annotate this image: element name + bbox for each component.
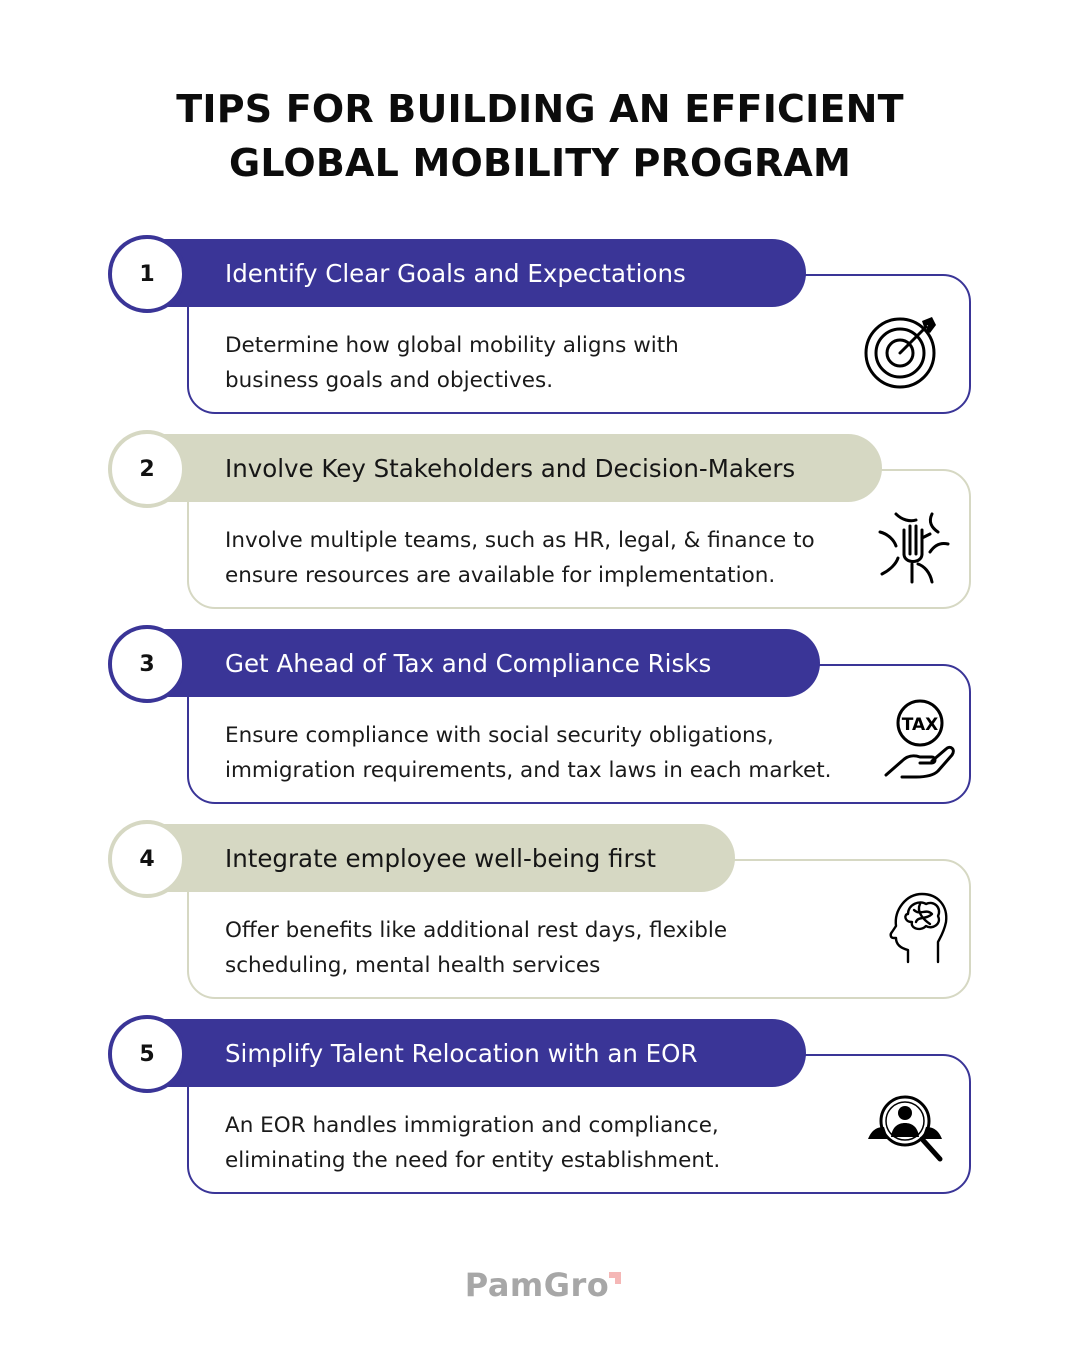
tip-description-line: business goals and objectives. — [225, 368, 554, 393]
tax-hand-icon — [880, 697, 960, 785]
tip-heading: Identify Clear Goals and Expectations — [225, 258, 686, 288]
page-title — [0, 82, 1080, 190]
tip-description — [225, 523, 885, 593]
tip-item-4 — [0, 824, 1080, 1004]
tip-description — [225, 718, 885, 788]
tip-description-line: Involve multiple teams, such as HR, legal, & finance to — [225, 528, 815, 553]
tip-number-badge — [108, 625, 186, 703]
tip-heading: Get Ahead of Tax and Compliance Risks — [225, 648, 712, 678]
logo-accent-icon — [609, 1272, 621, 1284]
tip-description — [225, 1108, 885, 1178]
tip-heading-banner — [148, 824, 735, 892]
tip-description-line: An EOR handles immigration and compliance, — [225, 1113, 719, 1138]
tip-item-5 — [0, 1019, 1080, 1199]
tip-number: 4 — [139, 846, 155, 872]
svg-text:TAX: TAX — [901, 715, 939, 735]
tip-heading-banner — [148, 1019, 806, 1087]
tip-description-line: ensure resources are available for implementation. — [225, 563, 776, 588]
title-line-2: GLOBAL MOBILITY PROGRAM — [228, 141, 852, 185]
tip-heading: Integrate employee well-being first — [225, 843, 656, 873]
tip-heading-banner — [148, 434, 882, 502]
tip-number: 1 — [139, 261, 155, 287]
tip-description — [225, 913, 885, 983]
tip-number: 2 — [139, 456, 155, 482]
tip-description-line: Ensure compliance with social security obligations, — [225, 723, 774, 748]
talent-search-icon — [866, 1091, 948, 1171]
tip-item-3 — [0, 629, 1080, 809]
title-line-1: TIPS FOR BUILDING AN EFFICIENT — [176, 87, 904, 131]
tip-heading: Simplify Talent Relocation with an EOR — [225, 1038, 698, 1068]
hands-together-icon — [876, 508, 954, 590]
tip-number: 5 — [139, 1041, 155, 1067]
tip-heading-banner — [148, 629, 820, 697]
tip-number: 3 — [139, 651, 155, 677]
tip-description-line: Offer benefits like additional rest days, flexible — [225, 918, 728, 943]
tip-item-2 — [0, 434, 1080, 614]
tip-heading: Involve Key Stakeholders and Decision-Makers — [225, 453, 796, 483]
head-mind-icon — [886, 890, 950, 968]
tip-description — [225, 328, 885, 398]
tip-item-1 — [0, 239, 1080, 419]
brand-logo — [0, 1266, 1080, 1304]
tip-description-line: scheduling, mental health services — [225, 953, 601, 978]
tip-number-badge — [108, 1015, 186, 1093]
tip-description-line: Determine how global mobility aligns with — [225, 333, 679, 358]
tip-description-line: immigration requirements, and tax laws in each market. — [225, 758, 832, 783]
tip-number-badge — [108, 820, 186, 898]
tip-number-badge — [108, 430, 186, 508]
tip-description-line: eliminating the need for entity establishment. — [225, 1148, 721, 1173]
target-icon — [864, 313, 942, 395]
brand-logo-text: PamGro — [464, 1266, 610, 1304]
tip-heading-banner — [148, 239, 806, 307]
tip-number-badge — [108, 235, 186, 313]
